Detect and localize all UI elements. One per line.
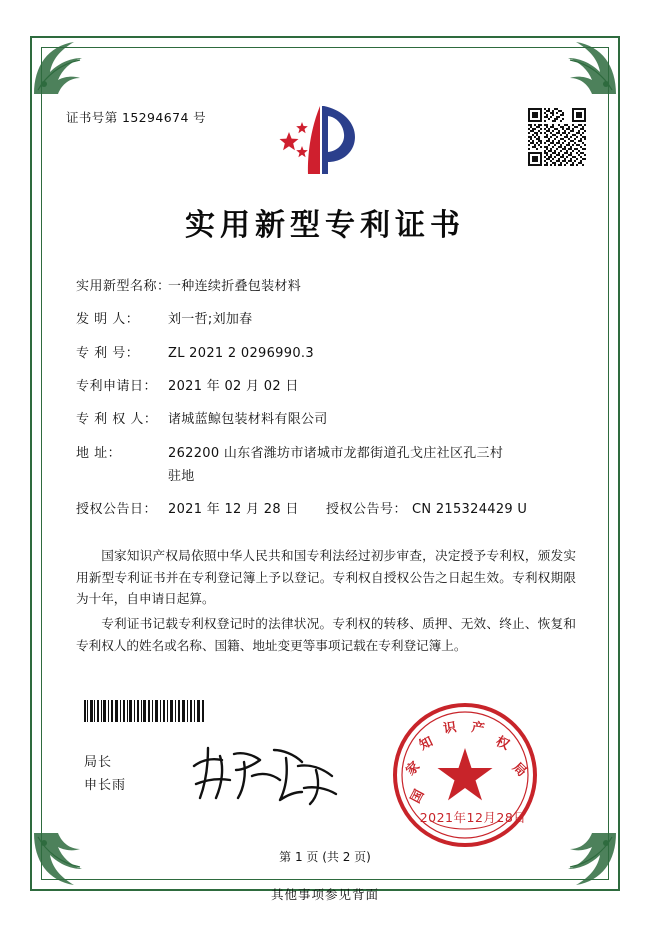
paragraph-1: 国家知识产权局依照中华人民共和国专利法经过初步审查，决定授予专利权，颁发实用新型专利证书并在专利登记簿上予以登记。专利权自授权公告之日起生效。专利权期限为十年，自申请日起算。 [76,548,576,607]
signature-block [84,752,126,798]
field-label: 实用新型名称： [76,279,171,294]
field-value: ZL 2021 2 0296990.3 [168,345,314,361]
qr-code [528,108,586,166]
field-label: 发 明 人： [76,312,140,328]
field-row-patent-number [76,345,576,364]
grant-date-label: 授权公告日： [76,501,158,517]
field-list [76,278,576,534]
signature-role-label: 局长 [84,755,113,770]
field-row-address [76,445,576,487]
corner-ornament-top-right [558,36,620,98]
certificate-number: 证书号第 15294674 号 [66,110,207,125]
field-row-patentee [76,411,576,430]
svg-text:产: 产 [470,720,486,737]
svg-text:家: 家 [403,759,424,779]
paragraph-2: 专利证书记载专利权登记时的法律状况。专利权的转移、质押、无效、终止、恢复和专利权人的姓名或名称、国籍、地址变更等事项记载在专利登记簿上。 [76,615,576,653]
address-line-2: 驻地 [168,468,195,484]
grant-date-value: 2021 年 12 月 28 日 [168,501,299,517]
field-label: 地 址： [76,445,122,461]
field-value: 诸城蓝鲸包装材料有限公司 [168,412,328,428]
field-value [168,445,576,487]
field-value: 刘一哲;刘加春 [168,312,253,328]
field-row-application-date [76,378,576,397]
seal-date: 2021年12月28日 [419,810,527,825]
page-number: 第 1 页 (共 2 页) [279,850,371,864]
field-row-grant-announcement [76,501,576,520]
signature-name-label: 申长雨 [84,777,127,793]
field-value: 2021 年 02 月 02 日 [168,379,299,395]
svg-text:识: 识 [442,720,458,737]
cnipa-logo [272,100,377,180]
official-seal [390,700,540,850]
grant-number-label: 授权公告号： [326,501,408,517]
grant-number-value: CN 215324429 U [412,501,528,517]
field-label: 专 利 号： [76,345,140,361]
svg-text:权: 权 [493,734,512,754]
svg-text:知: 知 [417,734,436,754]
barcode [84,700,204,722]
address-line-1: 262200 山东省潍坊市诸城市龙都街道孔戈庄社区孔三村 [168,445,504,461]
svg-text:国: 国 [408,787,428,806]
field-value: 一种连续折叠包装材料 [168,279,302,294]
field-row-invention-name [76,278,576,297]
field-row-inventors [76,311,576,330]
footnote: 其他事项参见背面 [270,887,379,902]
field-label: 专 利 权 人： [76,412,158,428]
legal-text [76,545,576,659]
field-label: 专利申请日： [76,379,158,395]
corner-ornament-top-left [30,36,92,98]
handwritten-signature [186,740,346,810]
page-title: 实用新型专利证书 [185,208,465,243]
svg-text:局: 局 [509,760,530,780]
